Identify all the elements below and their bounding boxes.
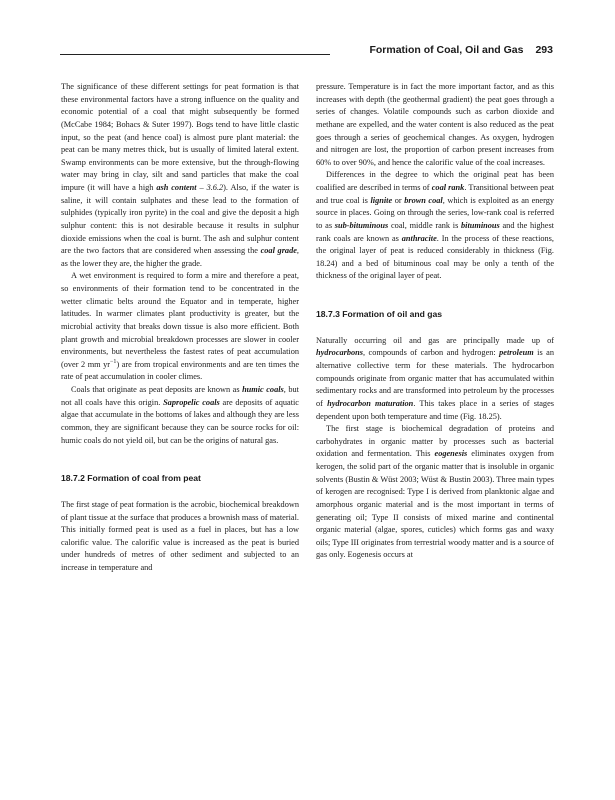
- section-heading-oil-and-gas: 18.7.3 Formation of oil and gas: [316, 309, 443, 320]
- term-ash-content: ash content: [156, 183, 197, 192]
- section-heading-coal-from-peat: 18.7.2 Formation of coal from peat: [61, 473, 201, 484]
- paragraph-coal-types: Coals that originate as peat deposits are known as humic coals, but not all coals have this origin. Sapropelic coals are deposits of aquatic algae that accumulate in the bottoms of lakes and although they are less common, they are significant because they can be source rocks for oil: humic coals do not yield oil, but can be the origins of natural gas.: [61, 385, 299, 445]
- term-humic-coals: humic coals: [242, 385, 284, 394]
- term-anthracite: anthracite: [401, 233, 437, 243]
- running-title: Formation of Coal, Oil and Gas: [369, 44, 524, 56]
- paragraph-wet-environment: A wet environment is required to form a mire and therefore a peat, so environments of their formation tend to be concentrated in the wetter climatic belts around the Equator and in temperate, higher latitudes. In warmer climates plant productivity is greater, but the microbial activity that breaks down tissue is also more efficient. Both plant growth and microbial breakdown processes are slower in cooler environments, but nevertheless the fastest rates of peat accumulation (over 2 mm $yr^{-1}$) are from tropical environments and are ten times the rate of peat accumulation in cooler climes.: [61, 271, 300, 382]
- term-hydrocarbons: hydrocarbons: [316, 348, 364, 358]
- paragraph-peat-formation: The first stage of peat formation is the acrobic, biochemical breakdown of plant tissue at the surface that produces a brownish mass of material. This initially formed peat is used as a fuel in places, but has a low calorific value. The calorific value is increased as the peat is buried under hundreds of metres of other sediment and subjected to an increase in temperature and: [61, 499, 299, 573]
- paragraph-pressure: pressure. Temperature is in fact the more important factor, and as this increases with depth (the geothermal gradient) the peat goes through a series of changes. Volatile compounds such as carbon dioxide and methane are expelled, and the water content is also reduced as the peat goes through a series of geochemical changes. As oxygen, hydrogen and nitrogen are lost, the proportion of carbon present increases from 60% to over 90%, and hence the calorific value of the coal increases.: [316, 82, 554, 167]
- term-coal-rank: coal rank: [431, 183, 465, 192]
- page-number: 293: [535, 44, 553, 56]
- left-column: [61, 81, 299, 575]
- paragraph-eogenesis: The first stage is biochemical degradation of proteins and carbohydrates in organic matter by processes such as bacterial oxidation and fermentation. This eogenesis eliminates oxygen from kerogen, the solid part of the organic matter that is insoluble in organic solvents (Bustin & Wüst 2003; Wüst & Bustin 2003). Three main types of kerogen are recognised: Type I is derived from planktonic algae and amorphous organic material and is the most important in terms of generating oil; Type II consists of mixed marine and continental organic material (algae, spores, cuticles) which forms gas and waxy oils; Type III originates from terrestrial woody matter and is a source of gas only. Eogenesis occurs at: [316, 424, 554, 560]
- term-brown-coal: brown coal: [404, 195, 443, 205]
- paragraph-hydrocarbons: Naturally occurring oil and gas are principally made up of hydrocarbons, compounds of carbon and hydrogen: petroleum is an alternative collective term for these materials. The hydrocarbon compounds originate from organic matter that has accumulated within sedimentary rocks and are transformed into petroleum by the processes of hydrocarbon maturation. This takes place in a series of stages dependent upon both temperature and time (Fig. 18.25).: [316, 335, 554, 421]
- running-head: [369, 44, 553, 56]
- term-sapropelic-coals: Sapropelic coals: [163, 397, 220, 407]
- term-lignite: lignite: [370, 195, 393, 205]
- term-bituminous: bituminous: [461, 220, 500, 230]
- term-coal-grade: coal grade: [260, 246, 297, 256]
- header-rule: [60, 54, 330, 55]
- right-column: [316, 81, 554, 562]
- paragraph-coal-rank: Differences in the degree to which the original peat has been coalified are described in terms of coal rank. Transitional between peat and true coal is lignite or brown coal, which is exploited as an energy source in places. Going on through the series, low-rank coal is referred to as sub-bituminous coal, middle rank is bituminous and the highest rank coals are known as anthracite. In the process of these reactions, the original layer of peat is reduced considerably in thickness (Fig. 18.24) and a bed of bituminous coal may be only a tenth of the thickness of the original layer of peat.: [316, 170, 555, 281]
- paragraph-peat-settings: The significance of these different settings for peat formation is that these environmental factors have a strong influence on the quality and economic potential of a coal that might subsequently be formed (McCabe 1984; Bohacs & Suter 1997). Bogs tend to have little clastic input, so the peat (and hence coal) is almost pure plant material: the peat can be many metres thick, but is usually of limited lateral extent. Swamp environments can be more extensive, but the through-flowing water may bring in clay, silt and sand particles that make the coal impure (it will have a high ash content – 3.6.2). Also, if the water is saline, it will contain sulphates and these lead to the formation of sulphides (typically iron pyrite) in the coal and give the deposit a high sulphur content: this is not desirable because it results in sulphur dioxide emissions when the coal is burnt. The ash and sulphur content are the two factors that are considered when assessing the coal grade, as the lower they are, the higher the grade.: [61, 82, 300, 268]
- term-eogenesis: eogenesis: [434, 449, 468, 459]
- term-hydrocarbon-maturation: hydrocarbon maturation: [327, 398, 414, 408]
- section-ref: – 3.6.2: [196, 183, 224, 192]
- term-petroleum: petroleum: [499, 348, 534, 358]
- term-sub-bituminous: sub-bituminous: [334, 220, 389, 230]
